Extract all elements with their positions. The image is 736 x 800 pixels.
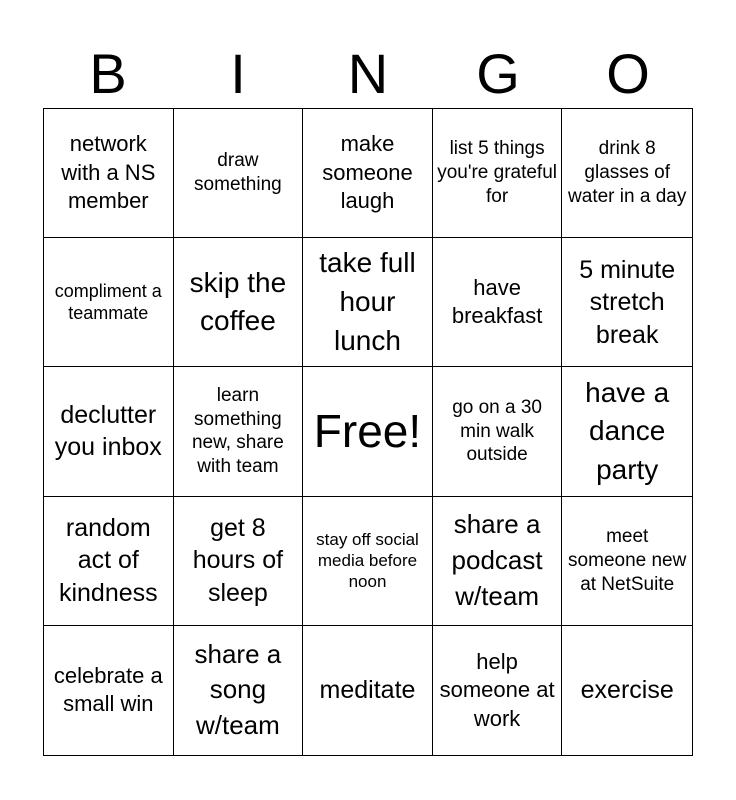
- bingo-cell[interactable]: [174, 367, 304, 496]
- bingo-cell[interactable]: [174, 109, 304, 238]
- header-letter-i: I: [230, 42, 246, 105]
- bingo-cell[interactable]: [174, 238, 304, 367]
- cell-text: draw something: [194, 150, 282, 196]
- cell-text: share a song w/team: [194, 638, 282, 741]
- cell-text: help someone at work: [439, 648, 555, 731]
- bingo-cell[interactable]: [44, 367, 174, 496]
- cell-text: 5 minute stretch break: [579, 255, 676, 349]
- bingo-cell-free[interactable]: [303, 367, 433, 496]
- bingo-cell[interactable]: [433, 626, 563, 755]
- bingo-cell[interactable]: [433, 109, 563, 238]
- bingo-cell[interactable]: [174, 626, 304, 755]
- bingo-cell[interactable]: [562, 238, 692, 367]
- header-letter-o: O: [606, 42, 650, 105]
- cell-text: meditate: [319, 676, 416, 705]
- bingo-cell[interactable]: [44, 109, 174, 238]
- bingo-cell[interactable]: [44, 238, 174, 367]
- cell-text: skip the coffee: [189, 266, 287, 337]
- bingo-cell[interactable]: [433, 367, 563, 496]
- cell-text: celebrate a small win: [53, 662, 163, 717]
- cell-text: stay off social media before noon: [316, 529, 419, 592]
- cell-text: share a podcast w/team: [451, 508, 543, 611]
- cell-text: list 5 things you're grateful for: [437, 138, 557, 207]
- bingo-cell[interactable]: [562, 626, 692, 755]
- bingo-cell[interactable]: [433, 238, 563, 367]
- cell-text: random act of kindness: [58, 513, 158, 607]
- bingo-cell[interactable]: [562, 109, 692, 238]
- cell-text: compliment a teammate: [54, 280, 162, 324]
- bingo-cell[interactable]: [303, 497, 433, 626]
- bingo-cell[interactable]: [303, 626, 433, 755]
- cell-text: declutter you inbox: [54, 400, 162, 462]
- bingo-cell[interactable]: [303, 238, 433, 367]
- bingo-cell[interactable]: [44, 497, 174, 626]
- cell-text: go on a 30 min walk outside: [452, 396, 542, 466]
- cell-text: make someone laugh: [322, 131, 413, 214]
- cell-text: learn something new, share with team: [191, 384, 284, 478]
- cell-text: exercise: [580, 676, 674, 705]
- bingo-board: [43, 108, 693, 756]
- free-space-text: Free!: [313, 405, 422, 458]
- header-letter-n: N: [347, 42, 389, 105]
- cell-text: have breakfast: [451, 274, 543, 329]
- cell-text: have a dance party: [585, 376, 670, 485]
- bingo-cell[interactable]: [174, 497, 304, 626]
- bingo-cell[interactable]: [562, 367, 692, 496]
- cell-text: take full hour lunch: [319, 247, 416, 356]
- bingo-cell[interactable]: [303, 109, 433, 238]
- header-letter-b: B: [89, 42, 127, 105]
- cell-text: network with a NS member: [61, 131, 156, 214]
- bingo-cell[interactable]: [44, 626, 174, 755]
- cell-text: get 8 hours of sleep: [192, 513, 284, 607]
- cell-text: meet someone new at NetSuite: [568, 526, 687, 595]
- bingo-header: [43, 40, 693, 108]
- header-letter-g: G: [476, 42, 520, 105]
- bingo-cell[interactable]: [433, 497, 563, 626]
- bingo-cell[interactable]: [562, 497, 692, 626]
- cell-text: drink 8 glasses of water in a day: [568, 138, 687, 207]
